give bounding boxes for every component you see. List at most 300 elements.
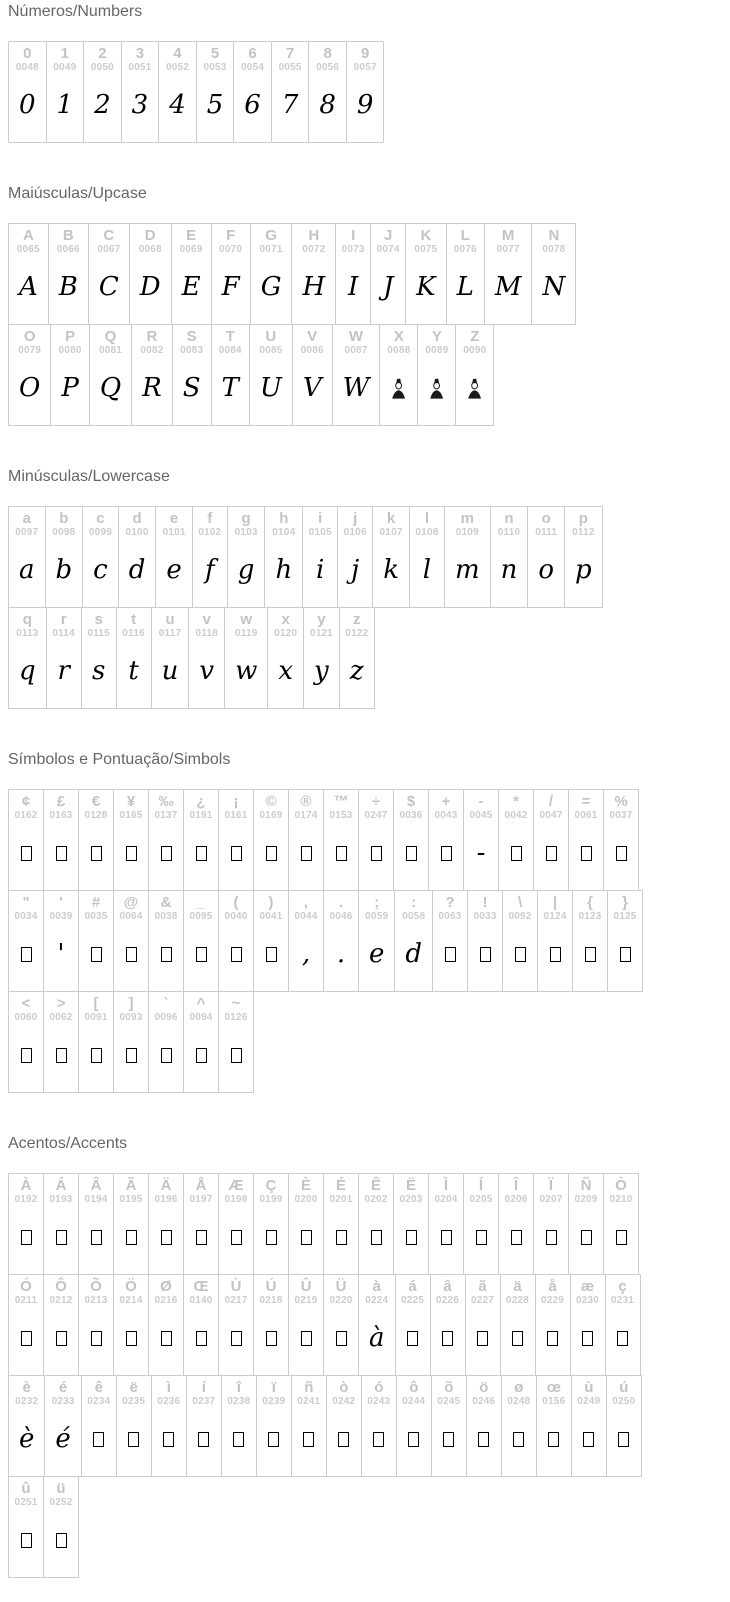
character-code: 0036: [399, 810, 423, 821]
reference-character: I: [351, 227, 356, 244]
reference-character: u: [165, 611, 175, 628]
handwritten-glyph: y: [314, 656, 329, 686]
reference-character: ó: [374, 1379, 384, 1396]
missing-glyph-box-icon: [408, 1432, 419, 1447]
character-code: 0076: [453, 244, 477, 255]
missing-glyph-box-icon: [233, 1432, 244, 1447]
missing-glyph-box-icon: [581, 1230, 592, 1245]
character-code: 0156: [542, 1396, 566, 1407]
character-code: 0249: [577, 1396, 601, 1407]
reference-character: v: [202, 611, 211, 628]
character-code: 0105: [308, 527, 332, 538]
missing-glyph-box-icon: [56, 1048, 67, 1063]
glyph-cell-0057: [346, 41, 385, 143]
missing-glyph-box-icon: [618, 1432, 629, 1447]
character-code: 0232: [15, 1396, 39, 1407]
font-glyph: [253, 256, 290, 318]
font-glyph: [121, 539, 154, 601]
missing-glyph-box-icon: [511, 1230, 522, 1245]
glyph-cell-0035: [78, 890, 114, 992]
glyph-section-accents: [8, 1134, 722, 1578]
handwritten-glyph: è: [19, 1424, 35, 1454]
font-glyph: [252, 357, 290, 419]
font-glyph: [188, 1307, 215, 1369]
handwritten-glyph: j: [351, 555, 360, 585]
glyph-cell-0126: [218, 991, 254, 1093]
font-glyph: [433, 822, 460, 884]
glyph-table-uppercase: [8, 223, 722, 426]
font-glyph: [507, 923, 534, 985]
glyph-cell-0072: [291, 223, 336, 325]
handwritten-glyph: f: [204, 555, 215, 585]
glyph-cell-0116: [116, 607, 152, 709]
character-code: 0114: [52, 628, 75, 639]
handwritten-glyph: S: [182, 373, 201, 403]
glyph-cell-0196: [148, 1173, 184, 1275]
handwritten-glyph: à: [369, 1323, 385, 1353]
glyph-cell-0195: [113, 1173, 149, 1275]
font-glyph: [134, 357, 170, 419]
character-code: 0217: [224, 1295, 248, 1306]
character-code: 0074: [376, 244, 400, 255]
font-glyph: [375, 256, 401, 318]
reference-character: Ï: [548, 1177, 554, 1194]
reference-character: R: [146, 328, 158, 345]
font-glyph: [397, 923, 430, 985]
handwritten-glyph: A: [19, 272, 38, 302]
glyph-cell-0113: [8, 607, 47, 709]
character-code: 0238: [227, 1396, 251, 1407]
character-code: 0068: [138, 244, 162, 255]
character-code: 0103: [234, 527, 258, 538]
character-code: 0233: [51, 1396, 75, 1407]
handwritten-glyph: 8: [319, 90, 336, 120]
missing-glyph-box-icon: [478, 1432, 489, 1447]
font-glyph: [612, 923, 639, 985]
reference-character: A: [22, 227, 34, 244]
glyph-table-accents: [8, 1173, 722, 1578]
font-glyph: [470, 1408, 497, 1470]
glyph-cell-0044: [288, 890, 324, 992]
character-code: 0214: [119, 1295, 143, 1306]
character-code: 0123: [578, 911, 602, 922]
glyph-cell-0042: [498, 789, 534, 891]
character-code: 0199: [259, 1194, 283, 1205]
missing-glyph-box-icon: [126, 1331, 137, 1346]
reference-character: ^: [196, 995, 206, 1012]
missing-glyph-box-icon: [550, 947, 561, 962]
reference-character: C: [103, 227, 115, 244]
character-code: 0102: [198, 527, 222, 538]
character-code: 0239: [262, 1396, 286, 1407]
missing-glyph-box-icon: [620, 947, 631, 962]
reference-character: -: [478, 793, 484, 810]
font-glyph: [295, 1408, 322, 1470]
glyph-cell-0174: [288, 789, 324, 891]
handwritten-glyph: n: [500, 555, 518, 585]
reference-character: i: [318, 510, 323, 527]
character-code: 0224: [365, 1295, 389, 1306]
glyph-cell-0085: [249, 324, 293, 426]
font-glyph: [13, 1206, 40, 1268]
reference-character: æ: [580, 1278, 595, 1295]
font-glyph: [258, 1307, 285, 1369]
reference-character: Ç: [265, 1177, 277, 1194]
font-glyph: [83, 822, 110, 884]
reference-character: Ì: [443, 1177, 449, 1194]
reference-character: ): [268, 894, 274, 911]
character-code: 0033: [473, 911, 497, 922]
font-glyph: [85, 1408, 112, 1470]
missing-glyph-box-icon: [21, 1533, 32, 1548]
font-glyph: [530, 539, 562, 601]
glyph-cell-0099: [82, 506, 119, 608]
glyph-cell-0201: [323, 1173, 359, 1275]
glyph-cell-0219: [288, 1274, 324, 1376]
reference-character: (: [233, 894, 239, 911]
glyph-section-numbers: [8, 2, 722, 143]
glyph-cell-0084: [211, 324, 250, 426]
reference-character: Í: [478, 1177, 484, 1194]
font-glyph: [468, 1206, 495, 1268]
missing-glyph-box-icon: [443, 1432, 454, 1447]
font-glyph: [91, 256, 127, 318]
character-code: 0082: [140, 345, 164, 356]
glyph-cell-0039: [43, 890, 79, 992]
missing-glyph-box-icon: [163, 1432, 174, 1447]
reference-character: Î: [513, 1177, 519, 1194]
font-glyph: [49, 74, 82, 136]
glyph-cell-0074: [370, 223, 406, 325]
glyph-cell-0102: [192, 506, 228, 608]
missing-glyph-box-icon: [581, 846, 592, 861]
font-glyph: [118, 923, 145, 985]
character-code: 0104: [272, 527, 296, 538]
font-glyph: [118, 1307, 145, 1369]
handwritten-glyph: D: [139, 272, 161, 302]
font-glyph: [190, 1408, 217, 1470]
glyph-cell-0244: [396, 1375, 432, 1477]
glyph-cell-0214: [113, 1274, 149, 1376]
character-code: 0242: [332, 1396, 356, 1407]
handwritten-glyph: c: [93, 555, 108, 585]
font-glyph: [398, 822, 425, 884]
glyph-cell-0191: [183, 789, 219, 891]
missing-glyph-box-icon: [406, 1230, 417, 1245]
missing-glyph-box-icon: [512, 1331, 523, 1346]
character-code: 0126: [224, 1012, 248, 1023]
handwritten-glyph: C: [98, 272, 119, 302]
character-code: 0246: [472, 1396, 496, 1407]
handwritten-glyph: k: [383, 555, 399, 585]
reference-character: P: [65, 328, 76, 345]
glyph-cell-0165: [113, 789, 149, 891]
portrait-sketch-icon: [428, 378, 445, 399]
reference-character: È: [300, 1177, 311, 1194]
character-code: 0197: [189, 1194, 213, 1205]
font-glyph: [398, 1206, 425, 1268]
character-code: 0051: [128, 62, 152, 73]
character-code: 0248: [507, 1396, 531, 1407]
reference-character: 0: [23, 45, 32, 62]
missing-glyph-box-icon: [56, 1331, 67, 1346]
reference-character: G: [265, 227, 277, 244]
reference-character: é: [58, 1379, 68, 1396]
reference-character: ": [22, 894, 30, 911]
glyph-cell-0199: [253, 1173, 289, 1275]
glyph-cell-0227: [465, 1274, 501, 1376]
reference-character: ,: [303, 894, 309, 911]
character-code: 0210: [609, 1194, 633, 1205]
glyph-cell-0243: [361, 1375, 397, 1477]
reference-character: ã: [478, 1278, 487, 1295]
section-title-lowercase: Minúsculas/Lowercase: [8, 468, 170, 485]
character-code: 0209: [574, 1194, 598, 1205]
font-glyph: [274, 74, 307, 136]
reference-character: x: [281, 611, 290, 628]
reference-character: ï: [271, 1379, 276, 1396]
reference-character: Å: [195, 1177, 207, 1194]
glyph-row: [8, 1376, 722, 1477]
glyph-cell-0048: [8, 41, 47, 143]
handwritten-glyph: B: [58, 272, 78, 302]
font-glyph: [153, 1307, 180, 1369]
font-glyph: [363, 1206, 390, 1268]
glyph-cell-0251: [8, 1476, 44, 1578]
missing-glyph-box-icon: [161, 1048, 172, 1063]
font-glyph: [48, 1307, 75, 1369]
glyph-table-lowercase: [8, 506, 722, 709]
character-code: 0202: [364, 1194, 388, 1205]
glyph-cell-0054: [233, 41, 272, 143]
missing-glyph-box-icon: [301, 1230, 312, 1245]
character-code: 0097: [15, 527, 39, 538]
missing-glyph-box-icon: [616, 1230, 627, 1245]
character-code: 0095: [189, 911, 213, 922]
character-code: 0244: [402, 1396, 426, 1407]
handwritten-glyph: V: [302, 373, 322, 403]
font-glyph: [365, 1408, 392, 1470]
reference-character: [: [93, 995, 99, 1012]
font-glyph: [472, 923, 499, 985]
reference-character: ™: [333, 793, 349, 810]
reference-character: s: [94, 611, 103, 628]
reference-character: î: [236, 1379, 241, 1396]
handwritten-glyph: l: [422, 555, 432, 585]
character-code: 0198: [224, 1194, 248, 1205]
reference-character: %: [614, 793, 628, 810]
glyph-cell-0069: [171, 223, 212, 325]
glyph-cell-0209: [568, 1173, 604, 1275]
reference-character: w: [240, 611, 253, 628]
reference-character: ?: [445, 894, 455, 911]
glyph-cell-0108: [409, 506, 445, 608]
glyph-cell-0252: [43, 1476, 79, 1578]
glyph-cell-0220: [323, 1274, 359, 1376]
font-glyph: [258, 822, 285, 884]
glyph-cell-0137: [148, 789, 184, 891]
missing-glyph-box-icon: [445, 947, 456, 962]
missing-glyph-box-icon: [196, 1331, 207, 1346]
reference-character: 1: [60, 45, 69, 62]
glyph-cell-0083: [172, 324, 212, 426]
font-glyph: [293, 1206, 320, 1268]
font-glyph: [53, 357, 87, 419]
missing-glyph-box-icon: [266, 846, 277, 861]
reference-character: Ë: [405, 1177, 416, 1194]
glyph-cell-0228: [500, 1274, 536, 1376]
reference-character: W: [348, 328, 364, 345]
glyph-cell-0041: [253, 890, 289, 992]
handwritten-glyph: o: [538, 555, 555, 585]
reference-character: ]: [128, 995, 134, 1012]
missing-glyph-box-icon: [21, 1331, 32, 1346]
handwritten-glyph: e: [166, 555, 182, 585]
glyph-cell-0094: [183, 991, 219, 1093]
handwritten-glyph: W: [342, 373, 370, 403]
font-glyph: [48, 1206, 75, 1268]
missing-glyph-box-icon: [126, 846, 137, 861]
font-glyph: [191, 640, 222, 702]
character-code: 0098: [52, 527, 76, 538]
font-glyph: [293, 1307, 320, 1369]
glyph-cell-0118: [188, 607, 225, 709]
glyph-cell-0162: [8, 789, 44, 891]
glyph-cell-0096: [148, 991, 184, 1093]
handwritten-glyph: E: [181, 272, 201, 302]
font-glyph: [85, 539, 116, 601]
glyph-cell-0055: [271, 41, 310, 143]
character-code: 0090: [463, 345, 487, 356]
missing-glyph-box-icon: [268, 1432, 279, 1447]
character-code: 0235: [122, 1396, 146, 1407]
reference-character: |: [552, 894, 558, 911]
glyph-cell-0076: [446, 223, 485, 325]
character-code: 0069: [179, 244, 203, 255]
missing-glyph-box-icon: [546, 1230, 557, 1245]
character-code: 0247: [364, 810, 388, 821]
character-code: 0035: [84, 911, 108, 922]
handwritten-glyph: G: [260, 272, 282, 302]
missing-glyph-box-icon: [513, 1432, 524, 1447]
character-code: 0212: [49, 1295, 73, 1306]
font-glyph: [223, 822, 250, 884]
glyph-cell-0206: [498, 1173, 534, 1275]
font-glyph: [538, 822, 565, 884]
character-code: 0065: [16, 244, 40, 255]
character-code: 0048: [15, 62, 39, 73]
reference-character: 7: [285, 45, 295, 62]
character-code: 0234: [87, 1396, 111, 1407]
font-glyph: [329, 923, 353, 985]
glyph-cell-0217: [218, 1274, 254, 1376]
font-glyph: [188, 822, 215, 884]
reference-character: p: [578, 510, 588, 527]
character-code: 0059: [365, 911, 389, 922]
character-code: 0200: [294, 1194, 318, 1205]
reference-character: y: [317, 611, 326, 628]
glyph-cell-0193: [43, 1173, 79, 1275]
reference-character: ;: [374, 894, 380, 911]
glyph-cell-0194: [78, 1173, 114, 1275]
reference-character: d: [132, 510, 142, 527]
character-code: 0251: [14, 1497, 38, 1508]
character-code: 0165: [119, 810, 143, 821]
glyph-cell-0237: [186, 1375, 222, 1477]
character-code: 0236: [157, 1396, 181, 1407]
glyph-row: [8, 891, 722, 992]
glyph-cell-0100: [118, 506, 157, 608]
reference-character: b: [59, 510, 69, 527]
font-glyph: [153, 822, 180, 884]
reference-character: è: [22, 1379, 31, 1396]
missing-glyph-box-icon: [198, 1432, 209, 1447]
missing-glyph-box-icon: [547, 1331, 558, 1346]
character-code: 0078: [542, 244, 566, 255]
character-code: 0128: [84, 810, 108, 821]
font-glyph: [49, 640, 77, 702]
character-code: 0034: [14, 911, 38, 922]
handwritten-glyph: x: [278, 656, 294, 686]
missing-glyph-box-icon: [585, 947, 596, 962]
reference-character: Ù: [230, 1278, 242, 1295]
reference-character: 6: [248, 45, 257, 62]
character-code: 0080: [58, 345, 82, 356]
handwritten-glyph: .: [336, 939, 346, 969]
glyph-cell-0040: [218, 890, 254, 992]
character-code: 0211: [14, 1295, 38, 1306]
font-glyph: [435, 1408, 462, 1470]
reference-character: O: [23, 328, 36, 345]
reference-character: #: [91, 894, 101, 911]
character-code: 0073: [341, 244, 365, 255]
reference-character: ö: [479, 1379, 489, 1396]
reference-character: ù: [584, 1379, 594, 1396]
font-glyph: [609, 1307, 636, 1369]
font-glyph: [223, 1024, 250, 1086]
reference-character: ë: [129, 1379, 138, 1396]
font-glyph: [92, 357, 129, 419]
font-glyph: [408, 256, 443, 318]
character-code: 0086: [300, 345, 324, 356]
glyph-cell-0128: [78, 789, 114, 891]
font-glyph: [223, 1206, 250, 1268]
reference-character: Œ: [193, 1278, 209, 1295]
character-code: 0071: [259, 244, 283, 255]
missing-glyph-box-icon: [93, 1432, 104, 1447]
character-code: 0060: [14, 1012, 38, 1023]
reference-character: q: [22, 611, 32, 628]
missing-glyph-box-icon: [442, 1331, 453, 1346]
glyph-cell-0200: [288, 1173, 324, 1275]
glyph-cell-0106: [337, 506, 373, 608]
glyph-cell-0090: [455, 324, 494, 426]
font-glyph: [158, 539, 189, 601]
glyph-cell-0075: [405, 223, 446, 325]
font-glyph: [13, 1509, 40, 1571]
reference-character: z: [353, 611, 361, 628]
missing-glyph-box-icon: [441, 846, 452, 861]
handwritten-glyph: 5: [206, 90, 224, 120]
missing-glyph-box-icon: [196, 1230, 207, 1245]
missing-glyph-box-icon: [336, 1331, 347, 1346]
glyph-cell-0098: [45, 506, 84, 608]
character-code: 0037: [609, 810, 633, 821]
missing-glyph-box-icon: [161, 1331, 172, 1346]
glyph-cell-0087: [332, 324, 381, 426]
font-glyph: [51, 256, 86, 318]
font-glyph: [542, 923, 569, 985]
